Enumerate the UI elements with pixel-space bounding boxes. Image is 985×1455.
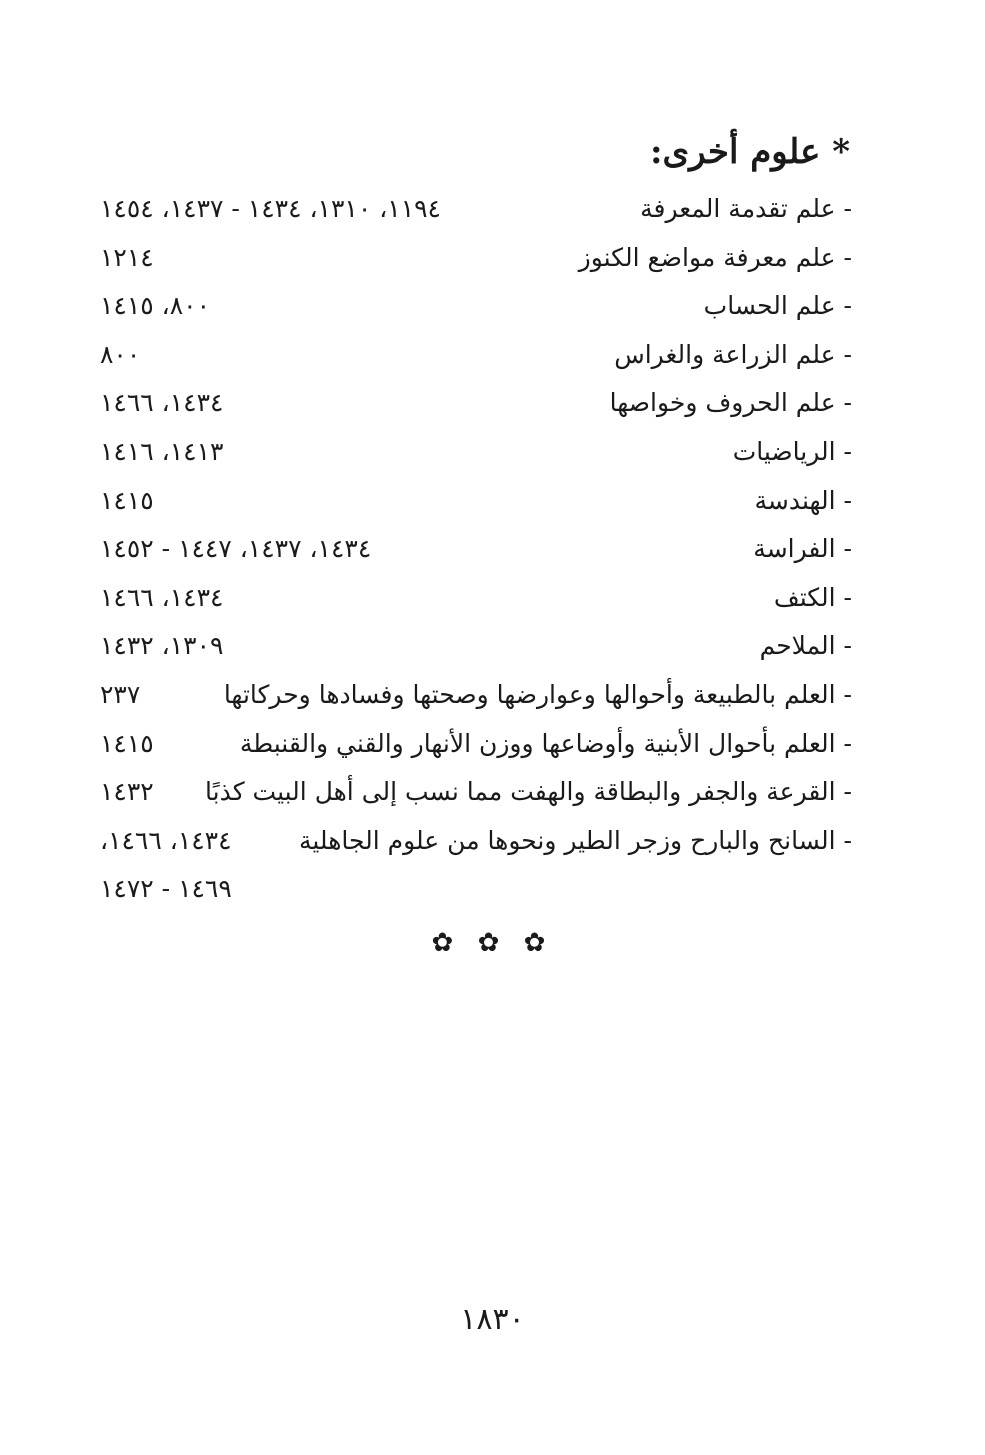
entry-label: - السانح والبارح وزجر الطير ونحوها من علوم الجاهلية [298,825,852,855]
entry-label: - الفراسة [753,534,852,564]
section-heading: * علوم أخرى: [650,132,850,172]
index-entries [100,186,852,915]
section-divider-ornaments: ✿ ✿ ✿ [431,928,554,958]
entry-refs: ١٤١٥ [100,728,154,758]
entry-refs: ٨٠٠ [100,339,141,369]
entry-refs: ١١٩٤، ١٣١٠، ١٤٣٤ - ١٤٣٧، ١٤٥٤ [100,194,441,223]
index-entry [100,478,852,527]
entry-label: - علم تقدمة المعرفة [640,194,852,223]
index-entry [100,818,852,867]
entry-refs: ١٤٣٤، ١٤٦٦، [100,825,232,855]
index-entry [100,623,852,672]
entry-label: - الملاحم [759,631,852,661]
entry-label: - العلم بالطبيعة وأحوالها وعوارضها وصحتها وفسادها وحركاتها [223,679,852,709]
entry-refs: ١٢١٤ [100,242,154,272]
entry-label: - علم الزراعة والغراس [614,339,852,369]
index-entry [100,575,852,624]
index-entry [100,721,852,770]
entry-refs: ١٤٦٩ - ١٤٧٢ [100,874,232,904]
entry-refs: ١٣٠٩، ١٤٣٢ [100,631,224,661]
index-entry-continuation [100,866,852,915]
index-entry [100,672,852,721]
entry-refs: ٨٠٠، ١٤١٥ [100,291,211,321]
entry-refs: ٢٣٧ [100,679,141,709]
index-entry [100,380,852,429]
page-number: ١٨٣٠ [460,1302,525,1337]
entry-label: - الرياضيات [732,436,852,466]
index-entry [100,332,852,381]
entry-label: - الهندسة [754,485,852,515]
entry-label: - علم الحروف وخواصها [609,388,852,418]
entry-refs: ١٤٣٤، ١٤٦٦ [100,388,224,418]
index-entry [100,526,852,575]
entry-refs: ١٤١٣، ١٤١٦ [100,436,224,466]
entry-label: - القرعة والجفر والبطاقة والهفت مما نسب إلى أهل البيت كذبًا [205,777,852,807]
entry-refs: ١٤٣٢ [100,777,154,807]
entry-refs: ١٤١٥ [100,485,154,515]
index-entry [100,283,852,332]
index-entry [100,235,852,284]
index-entry [100,769,852,818]
index-entry [100,186,852,235]
entry-label: - الكتف [773,582,852,612]
entry-label: - علم الحساب [703,291,852,321]
entry-label: - علم معرفة مواضع الكنوز [578,242,852,272]
entry-refs: ١٤٣٤، ١٤٦٦ [100,582,224,612]
entry-refs: ١٤٣٤، ١٤٣٧، ١٤٤٧ - ١٤٥٢ [100,534,372,564]
entry-label: - العلم بأحوال الأبنية وأوضاعها ووزن الأنهار والقني والقنبطة [239,728,852,758]
index-entry [100,429,852,478]
